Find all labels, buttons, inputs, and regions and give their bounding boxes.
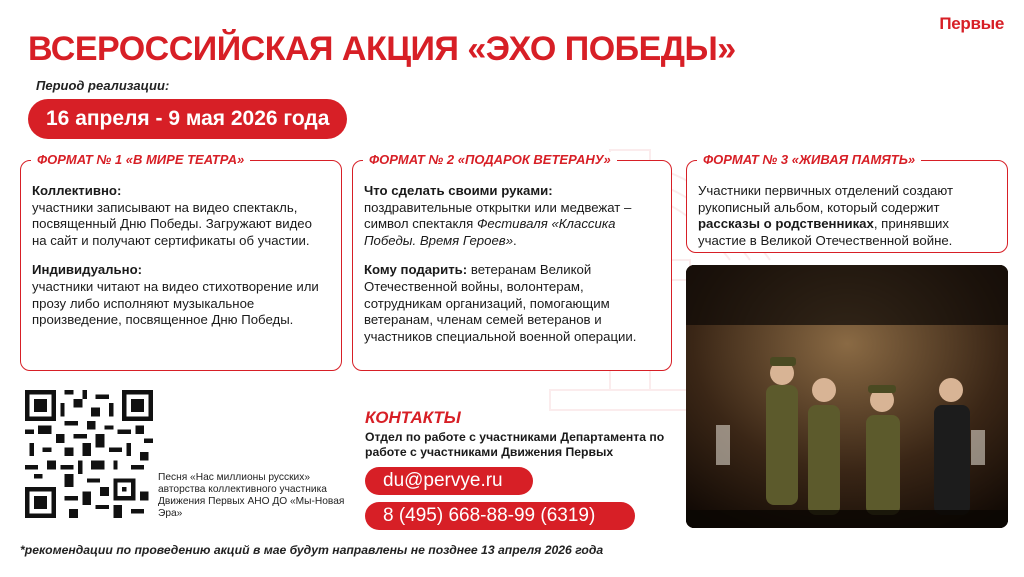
theatre-photo	[686, 265, 1008, 528]
format-1-card	[20, 152, 342, 371]
make-text: поздравительные открытки или медвежат – символ спектакля	[364, 199, 632, 232]
footnote: *рекомендации по проведению акций в мае будут направлены не позднее 13 апреля 2026 года	[20, 543, 604, 557]
page-title: ВСЕРОССИЙСКАЯ АКЦИЯ «ЭХО ПОБЕДЫ»	[28, 30, 736, 68]
format-1-heading: ФОРМАТ № 1 «В МИРЕ ТЕАТРА»	[31, 152, 250, 169]
format-1-individual	[32, 262, 330, 328]
phone-link[interactable]: 8 (495) 668-88-99 (6319)	[365, 502, 635, 530]
make-italic: Фестиваля «Классика Победы. Время Героев»	[364, 216, 616, 248]
contacts-title: КОНТАКТЫ	[365, 408, 461, 427]
format-2-make	[364, 183, 660, 249]
format-3-text	[698, 183, 996, 249]
gift-text: ветеранам Великой Отечественной войны, волонтерам, сотрудникам организаций, помогающим ветеранам, членам семей ветеранов и участников специальной военной операции.	[364, 262, 637, 344]
contacts-department: Отдел по работе с участниками Департамента по работе с участниками Движения Первых	[365, 430, 665, 459]
qr-code-icon[interactable]	[25, 390, 153, 518]
period-dates-badge: 16 апреля - 9 мая 2026 года	[28, 99, 347, 139]
format-2-gift	[364, 262, 660, 345]
format-2-card	[352, 152, 672, 371]
format-1-collective	[32, 183, 330, 249]
email-link[interactable]: du@pervye.ru	[365, 467, 533, 495]
brand-logo: Первые	[939, 14, 1004, 33]
individual-label: Индивидуально:	[32, 262, 143, 278]
format-3-text-bold: рассказы о родственниках	[698, 216, 874, 232]
make-end: .	[513, 232, 517, 248]
format-3-text-start: Участники первичных отделений создают рукописный альбом, который содержит	[698, 183, 954, 215]
format-3-card	[686, 152, 1008, 253]
collective-label: Коллективно:	[32, 183, 122, 198]
individual-text: участники читают на видео стихотворение или прозу либо исполняют музыкальное произведение, посвященное Дню Победы.	[32, 278, 319, 328]
song-caption: Песня «Нас миллионы русских» авторства коллективного участника Движения Первых АНО ДО «Мы-Новая Эра»	[158, 472, 345, 519]
collective-text: участники записывают на видео спектакль, посвященный Дню Победы. Загружают видео на сайт и получают сертификаты об участии.	[32, 199, 312, 248]
format-2-heading: ФОРМАТ № 2 «ПОДАРОК ВЕТЕРАНУ»	[363, 152, 617, 169]
format-3-heading: ФОРМАТ № 3 «ЖИВАЯ ПАМЯТЬ»	[697, 152, 921, 169]
period-label: Период реализации:	[36, 78, 170, 93]
gift-label: Кому подарить:	[364, 262, 468, 278]
make-label: Что сделать своими руками:	[364, 183, 553, 198]
format-3-text-end: , принявших участие в Великой Отечественной войне.	[698, 216, 953, 248]
